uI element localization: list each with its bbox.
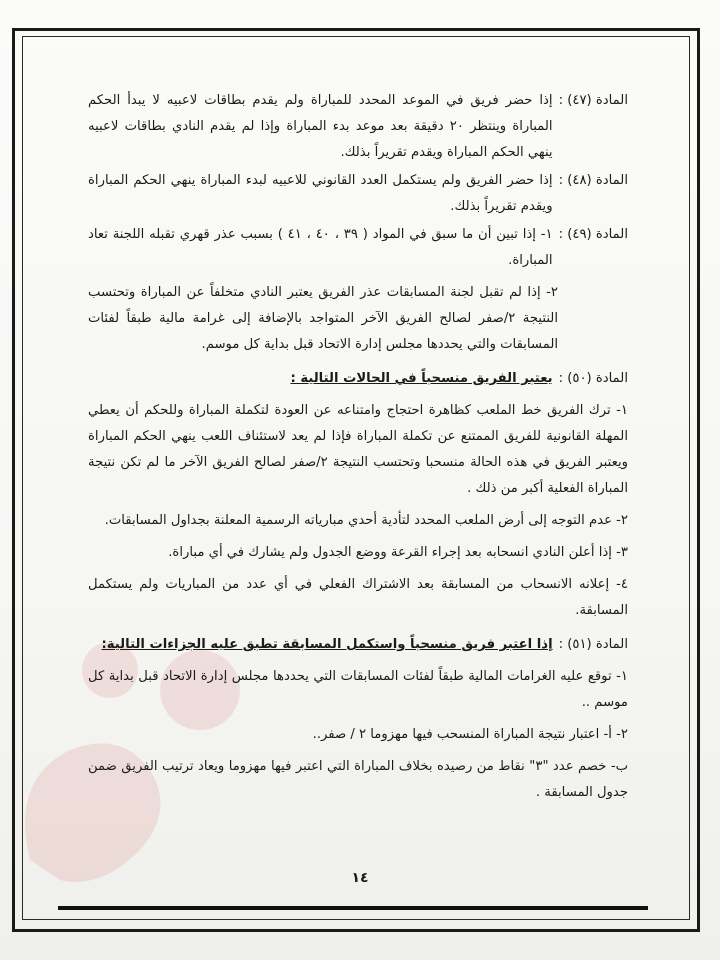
article-item: ٢- أ- اعتبار نتيجة المباراة المنسحب فيها مهزوما ٢ / صفر.. (312, 727, 628, 742)
article-heading: إذا اعتبر فريق منسحباً واستكمل المسابقة تطبق عليه الجزاءات التالية: (101, 637, 553, 652)
article-item: ١- إذا تبين أن ما سبق في المواد ( ٣٩ ، ٤٠ ، ٤١ ) بسبب عذر قهري تقبله اللجنة تعاد المباراة. (88, 227, 553, 268)
article-text: إذا حضر الفريق ولم يستكمل العدد القانوني للاعبيه لبدء المباراة ينهي الحكم المباراة ويقدم تقريراً بذلك. (88, 173, 553, 214)
article-item: ٣- إذا أعلن النادي انسحابه بعد إجراء القرعة ووضع الجدول ولم يشارك في أي مباراة. (168, 545, 628, 560)
article-item: ١- ترك الفريق خط الملعب كظاهرة احتجاج وامتناعه عن العودة لتكملة المباراة وللحكم أن يعطي المهلة القانونية للفريق الممتنع عن تكملة المباراة فإذا لم يعد لاستئناف اللعب ينهي الحكم المباراة ويعتبر الفريق في هذه الحالة منسحبا وتحتسب النتيجة ٢/صفر لصالح الفريق الآخر ما لم تكن نتيجة المباراة الفعلية أكبر من ذلك . (88, 403, 628, 496)
footer-rule (58, 906, 648, 910)
article-51 (88, 632, 628, 806)
page-number: ١٤ (351, 870, 369, 886)
article-item: ١- توقع عليه الغرامات المالية طبقاً لفئات المسابقات التي يحددها مجلس إدارة الاتحاد قبل بداية كل موسم .. (88, 669, 628, 710)
document-body (88, 88, 628, 806)
article-heading: يعتبر الفريق منسحباً في الحالات التالية : (290, 371, 553, 386)
article-item: ب- خصم عدد "٣" نقاط من رصيده بخلاف المباراة التي اعتبر فيها مهزوما ويعاد ترتيب الفريق ضمن جدول المسابقة . (88, 759, 628, 800)
article-label: المادة (٤٨) : (558, 173, 628, 188)
article-label: المادة (٥٠) : (558, 371, 628, 386)
article-text: إذا حضر فريق في الموعد المحدد للمباراة ولم يقدم بطاقات لاعبيه لا يبدأ الحكم المباراة وينتظر ٢٠ دقيقة بعد موعد بدء المباراة وإذا لم يقدم النادي بطاقات لاعبيه ينهي الحكم المباراة ويقدم تقريراً بذلك. (88, 93, 553, 160)
article-49 (88, 222, 628, 358)
article-48 (88, 168, 628, 220)
article-label: المادة (٤٩) : (558, 227, 628, 242)
article-item: ٢- إذا لم تقبل لجنة المسابقات عذر الفريق يعتبر النادي متخلفاً عن المباراة وتحتسب النتيجة ٢/صفر لصالح الفريق الآخر المتواجد بالإضافة إلى غرامة مالية طبقاً لفئات المسابقات والتي يحددها مجلس إدارة الاتحاد قبل بداية كل موسم. (88, 285, 558, 352)
article-47 (88, 88, 628, 166)
article-label: المادة (٥١) : (558, 637, 628, 652)
article-label: المادة (٤٧) : (558, 93, 628, 108)
article-item: ٤- إعلانه الانسحاب من المسابقة بعد الاشتراك الفعلي في أي عدد من المباريات ولم يستكمل المسابقة. (88, 577, 628, 618)
article-item: ٢- عدم التوجه إلى أرض الملعب المحدد لتأدية أحدي مبارياته الرسمية المعلنة بجداول المسابقات. (104, 513, 628, 528)
article-50 (88, 366, 628, 624)
